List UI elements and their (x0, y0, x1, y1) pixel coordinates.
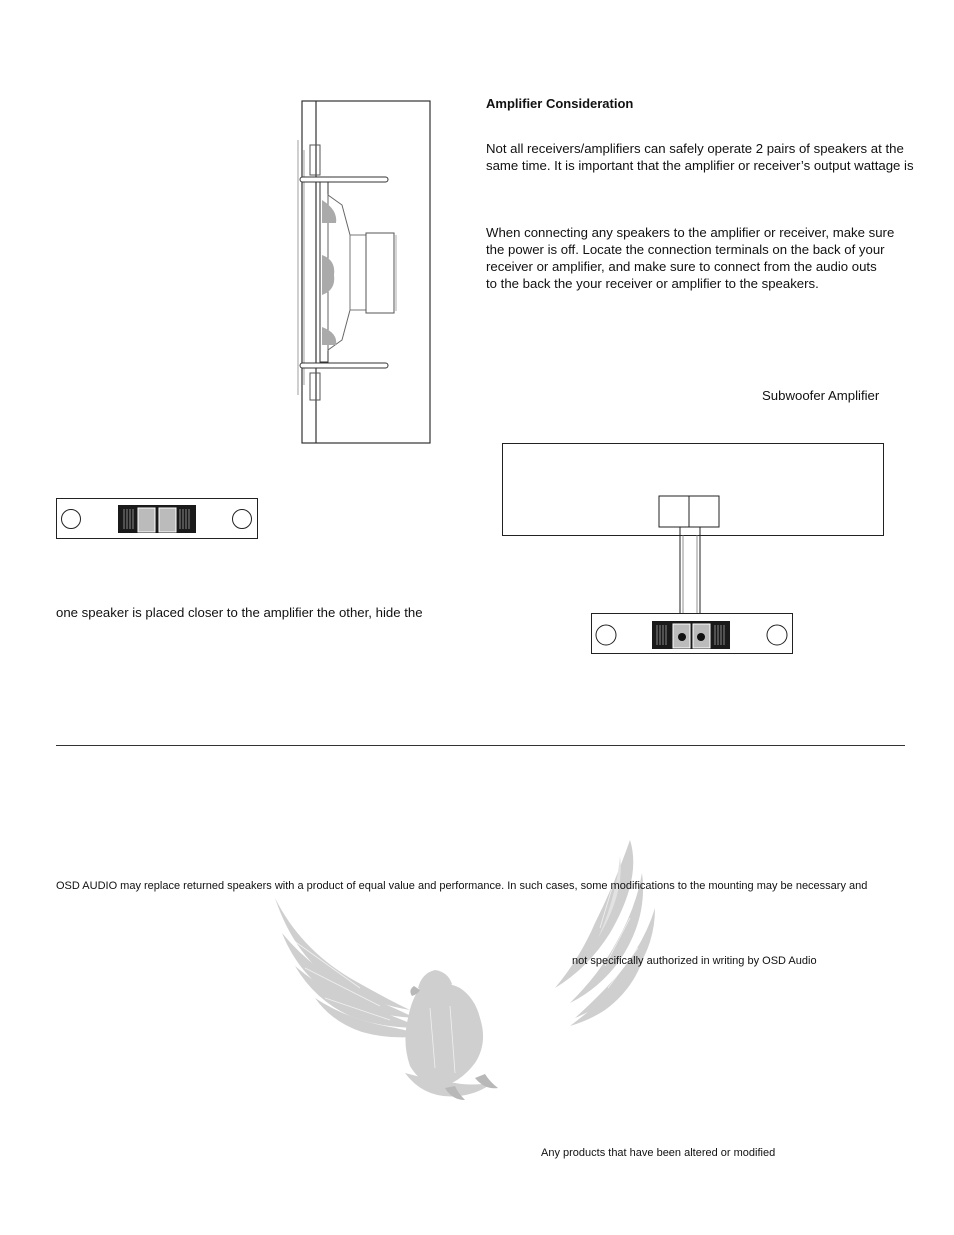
amplifier-paragraph-2-line-3: receiver or amplifier, and make sure to connect from the audio outs (486, 259, 877, 274)
warranty-authorization-line: not specifically authorized in writing by OSD Audio (572, 955, 817, 967)
in-wall-speaker-cross-section (290, 95, 440, 450)
subwoofer-wiring-diagram (502, 443, 886, 656)
warranty-replacement-line: OSD AUDIO may replace returned speakers with a product of equal value and performance. In such cases, some modifications to the mounting may be necessary and (56, 880, 868, 892)
amplifier-paragraph-2-line-4: to the back the your receiver or amplifier to the speakers. (486, 276, 819, 291)
amplifier-paragraph-2-line-1: When connecting any speakers to the amplifier or receiver, make sure (486, 225, 895, 240)
eagle-watermark-icon (270, 838, 670, 1100)
section-heading: Amplifier Consideration (486, 96, 634, 111)
amplifier-paragraph-1-line-2: same time. It is important that the amplifier or receiver’s output wattage is (486, 158, 914, 173)
subwoofer-amplifier-label: Subwoofer Amplifier (762, 388, 880, 403)
warranty-modification-line: Any products that have been altered or modified (541, 1147, 776, 1159)
speaker-terminal-plate (56, 498, 258, 540)
amplifier-paragraph-2-line-2: the power is off. Locate the connection terminals on the back of your (486, 242, 885, 257)
section-divider (56, 745, 905, 746)
amplifier-paragraph-1-line-1: Not all receivers/amplifiers can safely operate 2 pairs of speakers at the (486, 141, 904, 156)
speaker-placement-note: one speaker is placed closer to the amplifier the other, hide the (56, 605, 423, 620)
